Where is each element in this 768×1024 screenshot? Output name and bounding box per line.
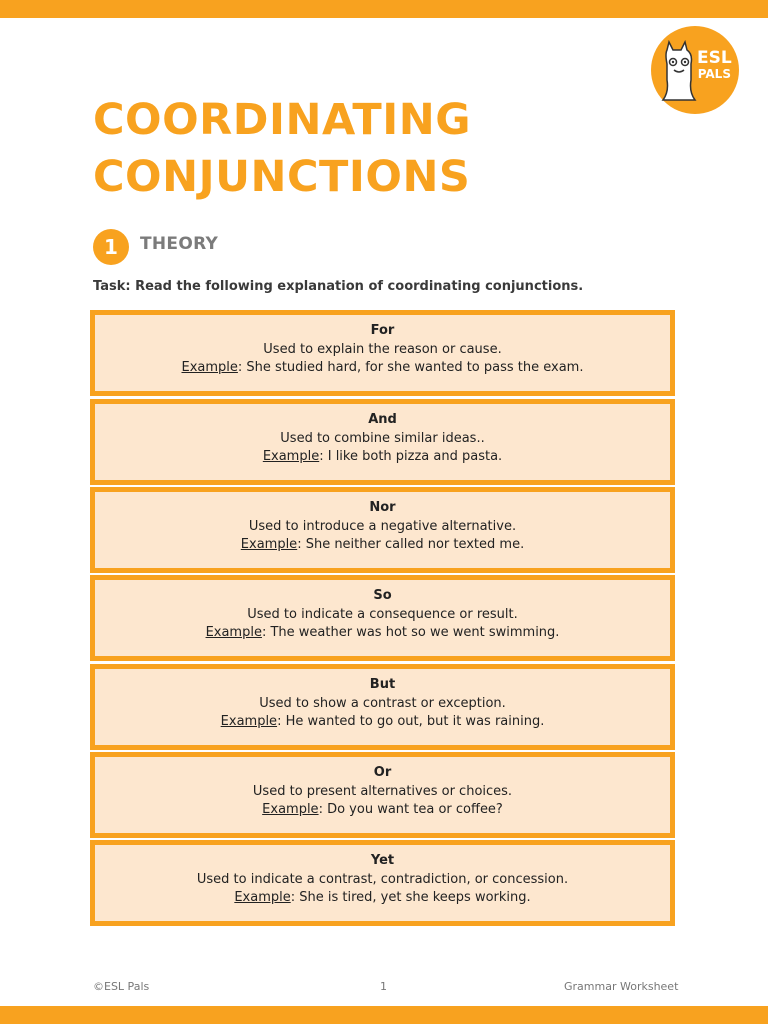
section-number-badge: 1 [93, 229, 129, 265]
conjunction-definition: Used to indicate a consequence or result. [247, 606, 518, 622]
section-title: THEORY [140, 234, 219, 254]
example-text: : She neither called nor texted me. [297, 537, 525, 552]
example-label: Example [181, 360, 238, 375]
top-accent-bar [0, 0, 768, 18]
footer-page-number: 1 [380, 980, 387, 993]
conjunction-box-but [90, 664, 675, 750]
conjunction-term: For [370, 323, 395, 338]
conjunction-term: Nor [369, 500, 396, 515]
example-label: Example [234, 890, 291, 905]
example-text: : She studied hard, for she wanted to pass the exam. [237, 360, 584, 375]
conjunction-box-and [90, 399, 675, 485]
conjunction-box-for [90, 310, 675, 396]
conjunction-example [95, 801, 670, 820]
example-text: : Do you want tea or coffee? [318, 802, 503, 817]
title-line-1: COORDINATING [93, 95, 472, 145]
conjunction-definition: Used to indicate a contrast, contradiction, or concession. [196, 871, 569, 887]
example-label: Example [205, 625, 262, 640]
conjunction-term: But [369, 677, 396, 692]
bottom-accent-bar [0, 1006, 768, 1024]
conjunction-definition: Used to introduce a negative alternative. [248, 518, 517, 534]
task-instructions: Task: Read the following explanation of coordinating conjunctions. [93, 279, 584, 294]
logo-text-pals: PALS [697, 67, 731, 81]
conjunction-example [95, 624, 670, 643]
conjunction-example [95, 889, 670, 908]
page-title [93, 92, 471, 206]
conjunction-term: Yet [370, 853, 395, 868]
conjunction-definition: Used to explain the reason or cause. [263, 341, 502, 357]
logo-text-esl: ESL [697, 48, 732, 68]
conjunction-term: Or [373, 765, 392, 780]
conjunction-term: So [373, 588, 392, 603]
footer-copyright: ©ESL Pals [93, 980, 150, 993]
conjunction-definition: Used to show a contrast or exception. [259, 695, 506, 711]
conjunction-example [95, 448, 670, 467]
conjunction-box-nor [90, 487, 675, 573]
conjunction-definition: Used to combine similar ideas.. [280, 430, 485, 446]
example-label: Example [262, 449, 320, 464]
example-text: : The weather was hot so we went swimming. [261, 625, 560, 640]
example-label: Example [262, 802, 319, 817]
conjunction-example [95, 713, 670, 732]
footer-doc-type: Grammar Worksheet [564, 980, 679, 993]
esl-pals-logo [651, 26, 739, 114]
conjunction-box-so [90, 575, 675, 661]
conjunction-definition: Used to present alternatives or choices. [252, 783, 513, 799]
example-text: : I like both pizza and pasta. [319, 449, 503, 464]
conjunction-box-yet [90, 840, 675, 926]
conjunction-box-or [90, 752, 675, 838]
example-text: : He wanted to go out, but it was raining. [277, 714, 545, 729]
example-text: : She is tired, yet she keeps working. [290, 890, 531, 905]
conjunction-example [95, 536, 670, 555]
conjunction-example [95, 359, 670, 378]
title-line-2: CONJUNCTIONS [93, 152, 471, 202]
llama-icon [659, 40, 699, 102]
example-label: Example [240, 537, 298, 552]
conjunction-term: And [368, 412, 397, 427]
example-label: Example [220, 714, 278, 729]
